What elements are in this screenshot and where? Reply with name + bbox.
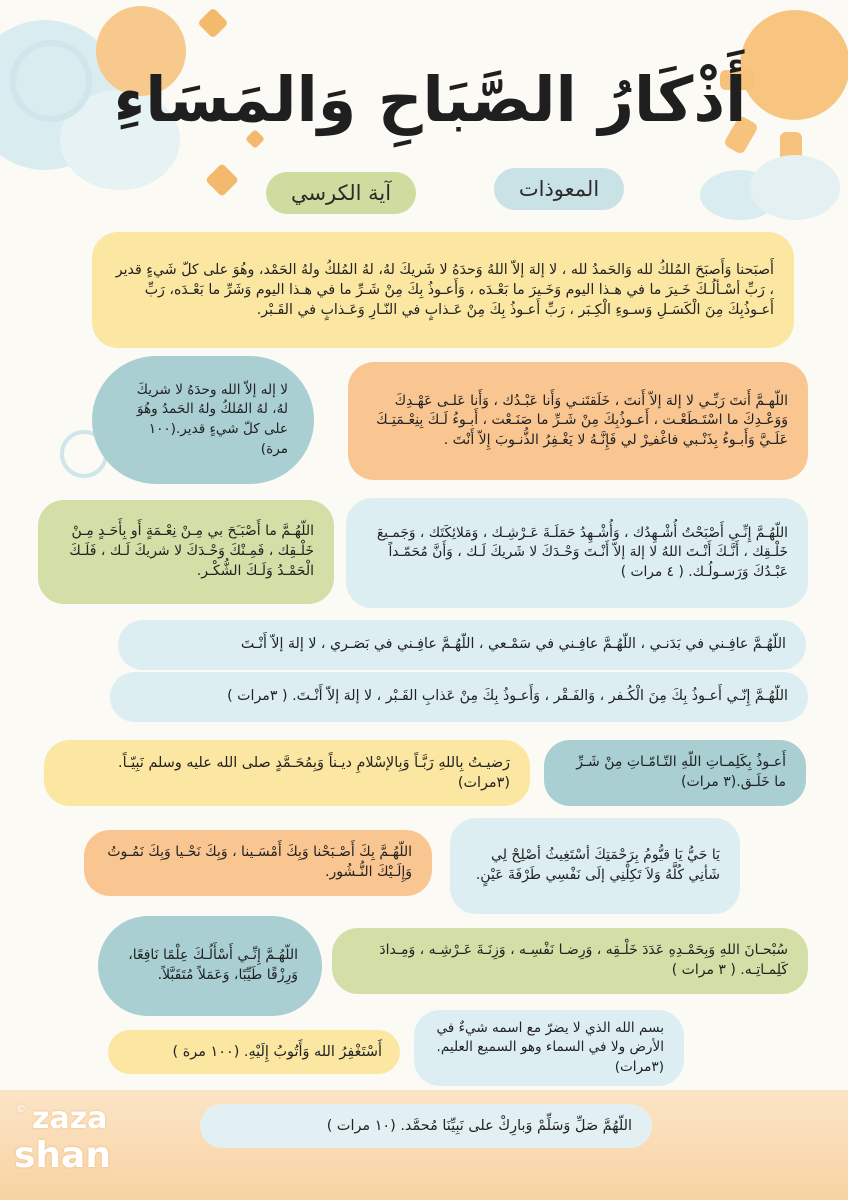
dhikr-card-2: اللّهـمَّ أَنتَ رَبِّـي لا إلهَ إلاّ أَنتَ ، خَلَقتَنـي وَأَنا عَبْـدُك ، وَأَنا عَلـى عَهْـدِكَ وَوَعْـدِكَ ما اسْتَـطَعْـت ، أَعـوذُبِكَ مِنْ شَـرِّ ما صَنَـعْت ، أَبـوءُ لَـكَ بِنِعْـمَتِـكَ عَلَـيَّ وَأَبـوءُ بِذَنْـبي فاغْفـِرْ لي فَإِنَّـهُ لا يَغْـفِرُ الذُّنـوبَ إِلاّ أَنْتَ . bbox=[348, 362, 808, 480]
dhikr-card-9: أَعـوذُ بِكَلِمـاتِ اللّهِ التّـامّـاتِ مِنْ شَـرِّ ما خَلَـق.(٣ مرات) bbox=[544, 740, 806, 806]
logo-line-1: zaza bbox=[32, 1101, 108, 1136]
page-title: أَذْكَارُ الصَّبَاحِ وَالمَسَاءِ bbox=[113, 62, 747, 136]
dhikr-card-16: اللّهُمَّ صَلِّ وَسَلِّمْ وَبارِكْ على نَبِيِّنَا مُحمَّد. (١٠ مرات ) bbox=[200, 1104, 652, 1148]
copyright-mark: © bbox=[16, 1104, 26, 1115]
tag-ayat-kursi: آية الكرسي bbox=[266, 172, 416, 214]
dhikr-card-10: اللّهُـمَّ بِكَ أَصْـبَحْنا وَبِكَ أَمْسَـينا ، وَبِكَ نَحْـيا وَبِكَ نَمُـوتُ وَإِلَـيْكَ النُّـشُور. bbox=[84, 830, 432, 896]
logo-line-2: shan bbox=[14, 1135, 111, 1176]
dhikr-card-11: يَا حَيُّ يَا قيُّومُ بِرَحْمَتِكَ أسْتَغِيثُ أصْلِحْ لِي شَأنِي كُلَّهُ وَلاَ تَكِلْنِي إلَى نَفْسِي طَرْفَةَ عَيْنٍ. bbox=[450, 818, 740, 914]
dhikr-card-15: بسم الله الذي لا يضرّ مع اسمه شيءٌ في الأرض ولا في السماء وهو السميع العليم.(٣مرات) bbox=[414, 1010, 684, 1086]
dhikr-card-14: أَسْتَغْفِرُ الله وَأَتُوبُ إِلَيْهِ. (١٠٠ مرة ) bbox=[108, 1030, 400, 1074]
dhikr-card-5: اللّهُـمَّ ما أَصْبَـَحَ بي مِـنْ نِعْـمَةٍ أَو بِأَحَـدٍ مِـنْ خَلْـقِك ، فَمِـنْكَ وَحْـدَكَ لا شريكَ لَـك ، فَلَـكَ الْحَمْـدُ وَلَـكَ الشُّكْـر. bbox=[38, 500, 334, 604]
dhikr-card-7: اللّهُـمَّ إِنّـي أَعـوذُ بِكَ مِنَ الْكُـفر ، وَالفَـقْر ، وَأَعـوذُ بِكَ مِنْ عَذابِ القَـبْر ، لا إلهَ إلاّ أَنْـتَ. ( ٣مرات ) bbox=[110, 672, 808, 722]
logo bbox=[14, 1102, 134, 1186]
dhikr-card-1: أَصبَحنا وَأَصبَحَ المُلكُ لله وَالحَمدُ لله ، لا إلهَ إلاّ اللهُ وَحدَهُ لا شَريكَ لهُ، لهُ المُلكُ ولهُ الحَمْد، وهُوَ على كلّ شَيءٍ قدير ، رَبِّ أسْـألُـكَ خَـيرَ ما في هـذا اليوم وَخَـيرَ ما بَعْـدَه ، وَأَعـوذُ بِكَ مِنْ شَـرِّ ما في هـذا اليوم وَشَرِّ ما بَعْـدَه، رَبِّ أَعـوذُبِكَ مِنَ الْكَسَـلِ وَسـوءِ الْكِـبَر ، رَبِّ أَعـوذُ بِكَ مِنْ عَـذابٍ في النّـارِ وَعَـذابٍ في القَـبْر. bbox=[92, 232, 794, 348]
dhikr-card-8: رَضيـتُ بِاللهِ رَبَّـاً وَبِالإسْلامِ ديـناً وَبِمُحَـمَّدٍ صلى الله عليه وسلم نَبِيّـاً. (٣مرات) bbox=[44, 740, 530, 806]
dhikr-card-13: سُبْحـانَ اللهِ وَبِحَمْـدِهِ عَدَدَ خَلْـقِه ، وَرِضـا نَفْسِـه ، وَزِنَـةَ عَـرْشِـه ، وَمِـدادَ كَلِمـاتِـه. ( ٣ مرات ) bbox=[332, 928, 808, 994]
dhikr-card-4: اللّهُـمَّ إِنِّـي أَصْبَحْتُ أُشْـهِدُك ، وَأُشْـهِدُ حَمَلَـةَ عَـرْشِـك ، وَمَلائِكَتَك ، وَجَمـيعَ خَلْـقِك ، أَنَّـكَ أَنْـتَ اللهُ لا إلهَ إلاّ أَنْـتَ وَحْـدَكَ لا شَريكَ لَـك ، وَأَنَّ مُحَمّـداً عَبْـدُكَ وَرَسـولُـك. ( ٤ مرات ) bbox=[346, 498, 808, 608]
dhikr-card-12: اللّهُـمَّ إِنِّـي أَسْأَلُـكَ عِلْمًا نَافِعًا، وَرِزْقًا طَيِّبًا، وَعَمَلاً مُتَقَبَّلاً. bbox=[98, 916, 322, 1016]
tag-muawwidhat: المعوذات bbox=[494, 168, 624, 210]
dhikr-card-6: اللّهُـمَّ عافِـني في بَدَنـي ، اللّهُـمَّ عافِـني في سَمْـعي ، اللّهُـمَّ عافِـني في بَصَـري ، لا إلهَ إلاّ أَنْـتَ bbox=[118, 620, 806, 670]
cloud-right-icon bbox=[680, 150, 848, 230]
dhikr-card-3: لا إله إلاّ الله وحدَهُ لا شريكَ لهُ، لهُ المُلكُ ولهُ الحَمدُ وهُوَ على كلّ شيءٍ قدير.(١٠٠ مرة) bbox=[92, 356, 314, 484]
